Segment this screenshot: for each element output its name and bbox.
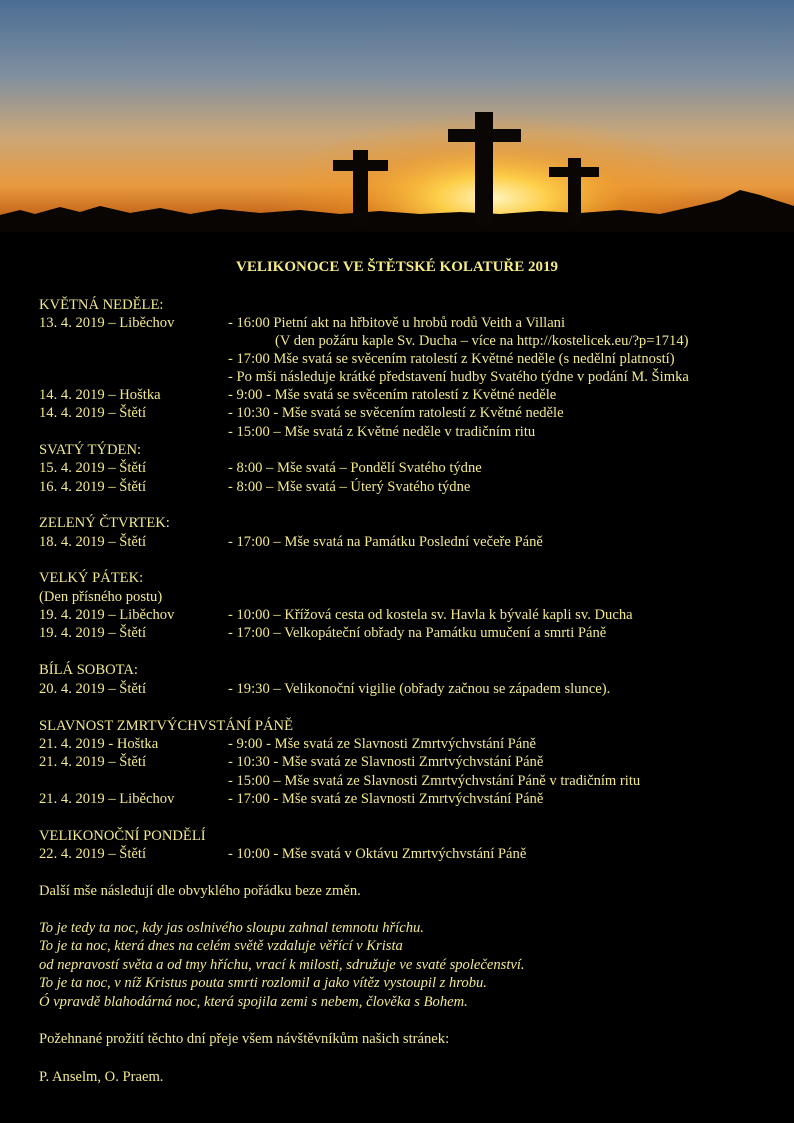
schedule-event: - 9:00 - Mše svatá se svěcením ratolestí z Květné neděle <box>228 387 557 403</box>
schedule-line <box>39 478 471 496</box>
schedule-event-note: (V den požáru kaple Sv. Ducha – více na http://kostelicek.eu/?p=1714) <box>275 333 689 349</box>
schedule-line <box>39 514 170 532</box>
schedule-line <box>39 624 607 642</box>
schedule-line <box>39 735 537 753</box>
schedule-date-place: VELKÝ PÁTEK: <box>39 570 144 586</box>
signature: P. Anselm, O. Praem. <box>39 1069 164 1085</box>
schedule-date-place: VELIKONOČNÍ PONDĚLÍ <box>39 828 206 844</box>
schedule-date-place: 14. 4. 2019 – Štětí <box>39 405 147 421</box>
schedule-event: - 10:00 - Mše svatá v Oktávu Zmrtvýchvstání Páně <box>228 846 527 862</box>
schedule-event: - 10:00 – Křížová cesta od kostela sv. Havla k bývalé kapli sv. Ducha <box>228 607 633 623</box>
note-text: Další mše následují dle obvyklého pořádku beze změn. <box>39 883 361 899</box>
poem-line: od nepravostí světa a od tmy hříchu, vrací k milosti, sdružuje ve svaté společenství. <box>39 957 525 973</box>
schedule-event: - 17:00 – Velkopáteční obřady na Památku umučení a smrti Páně <box>228 625 607 641</box>
schedule-event: - 10:30 - Mše svatá ze Slavnosti Zmrtvýchvstání Páně <box>228 754 544 770</box>
schedule-line <box>39 296 163 314</box>
schedule-line <box>39 588 162 606</box>
poem-line: To je ta noc, která dnes na celém světě vzdaluje věřící v Krista <box>39 938 403 954</box>
poem-line: To je ta noc, v níž Kristus pouta smrti rozlomil a jako vítěz vystoupil z hrobu. <box>39 975 487 991</box>
schedule-event: - 19:30 – Velikonoční vigilie (obřady začnou se západem slunce). <box>228 681 611 697</box>
schedule-date-place: 15. 4. 2019 – Štětí <box>39 460 147 476</box>
schedule-line <box>39 790 544 808</box>
schedule-date-place: KVĚTNÁ NEDĚLE: <box>39 297 164 313</box>
schedule-line <box>39 827 206 845</box>
schedule-date-place: SVATÝ TÝDEN: <box>39 442 142 458</box>
schedule-date-place: (Den přísného postu) <box>39 589 163 605</box>
schedule-event: - 15:00 – Mše svatá z Květné neděle v tradičním ritu <box>228 424 536 440</box>
schedule-line <box>39 533 543 551</box>
schedule-date-place: 21. 4. 2019 - Hoštka <box>39 736 159 752</box>
schedule-line <box>39 661 138 679</box>
schedule-event: - 9:00 - Mše svatá ze Slavnosti Zmrtvýchvstání Páně <box>228 736 537 752</box>
schedule-date-place: 18. 4. 2019 – Štětí <box>39 534 147 550</box>
schedule-line <box>39 569 143 587</box>
schedule-date-place: 14. 4. 2019 – Hoštka <box>39 387 161 403</box>
schedule-date-place: 19. 4. 2019 – Liběchov <box>39 607 175 623</box>
schedule-line <box>39 717 293 735</box>
schedule-event: - 17:00 Mše svatá se svěcením ratolestí z Květné neděle (s nedělní platností) <box>228 351 675 367</box>
schedule-line <box>39 314 566 332</box>
schedule-line <box>39 441 141 459</box>
page-title: VELIKONOCE VE ŠTĚTSKÉ KOLATUŘE 2019 <box>235 259 559 275</box>
poem-line: To je tedy ta noc, kdy jas oslnivého sloupu zahnal temnotu hříchu. <box>39 920 424 936</box>
schedule-date-place: 13. 4. 2019 – Liběchov <box>39 315 175 331</box>
schedule-line <box>39 753 544 771</box>
schedule-line <box>39 459 482 477</box>
schedule-event: - 17:00 - Mše svatá ze Slavnosti Zmrtvýchvstání Páně <box>228 791 544 807</box>
schedule-date-place: 21. 4. 2019 – Liběchov <box>39 791 175 807</box>
schedule-date-place: 22. 4. 2019 – Štětí <box>39 846 147 862</box>
schedule-event: - 8:00 – Mše svatá – Úterý Svatého týdne <box>228 479 471 495</box>
schedule-date-place: 20. 4. 2019 – Štětí <box>39 681 147 697</box>
schedule-date-place: 21. 4. 2019 – Štětí <box>39 754 147 770</box>
greeting-text: Požehnané prožití těchto dní přeje všem návštěvníkům našich stránek: <box>39 1031 450 1047</box>
schedule-line <box>39 404 564 422</box>
schedule-date-place: ZELENÝ ČTVRTEK: <box>39 515 170 531</box>
schedule-line <box>39 680 611 698</box>
schedule-event: - Po mši následuje krátké představení hudby Svatého týdne v podání M. Šimka <box>228 369 689 385</box>
schedule-event: - 16:00 Pietní akt na hřbitově u hrobů rodů Veith a Villani <box>228 315 566 331</box>
schedule-event: - 8:00 – Mše svatá – Pondělí Svatého týdne <box>228 460 482 476</box>
schedule-date-place: 19. 4. 2019 – Štětí <box>39 625 147 641</box>
schedule-date-place: 16. 4. 2019 – Štětí <box>39 479 147 495</box>
schedule-event: - 15:00 – Mše svatá ze Slavnosti Zmrtvýchvstání Páně v tradičním ritu <box>228 773 641 789</box>
schedule-date-place: SLAVNOST ZMRTVÝCHVSTÁNÍ PÁNĚ <box>39 718 293 734</box>
poem-line: Ó vpravdě blahodárná noc, která spojila zemi s nebem, člověka s Bohem. <box>39 994 468 1010</box>
schedule-event: - 17:00 – Mše svatá na Památku Poslední večeře Páně <box>228 534 543 550</box>
schedule-event: - 10:30 - Mše svatá se svěcením ratolestí z Květné neděle <box>228 405 564 421</box>
schedule-date-place: BÍLÁ SOBOTA: <box>39 662 138 678</box>
schedule-line <box>39 606 633 624</box>
schedule-line <box>39 386 557 404</box>
schedule-line <box>39 845 527 863</box>
